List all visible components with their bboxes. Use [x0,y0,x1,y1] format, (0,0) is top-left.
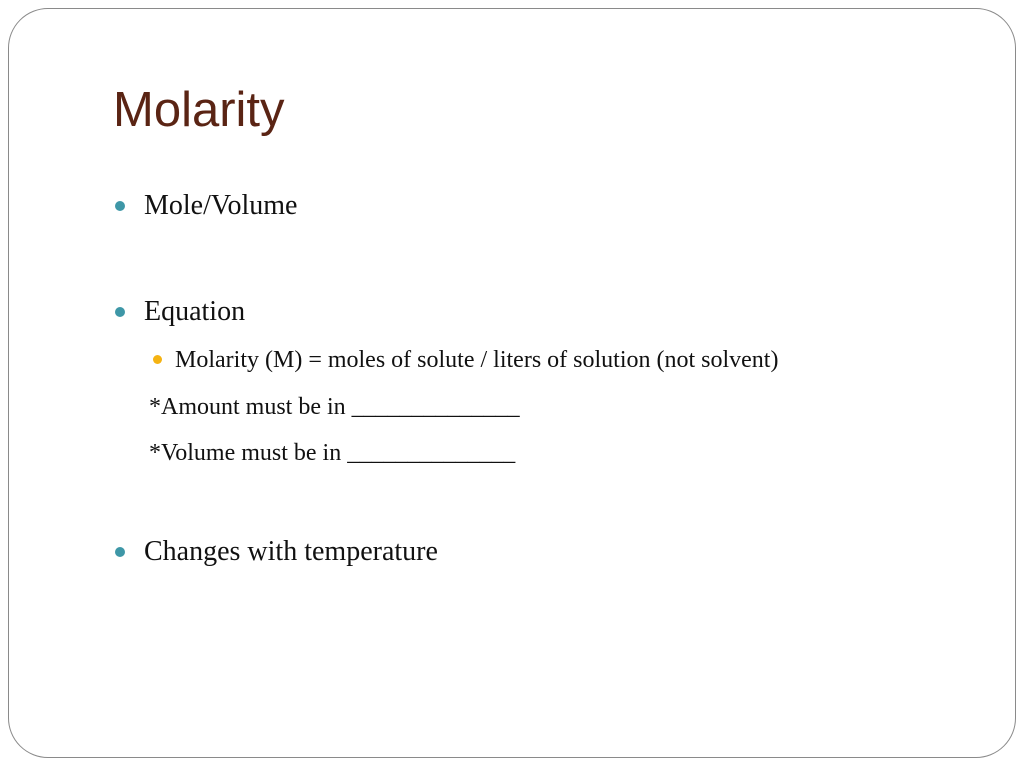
bullet-dot-icon [115,307,125,317]
bullet-dot-icon [115,201,125,211]
bullet-text: Mole/Volume [144,190,298,221]
bullet-dot-icon [115,547,125,557]
bullet-text: Changes with temperature [144,536,438,567]
sub-bullet-text: Molarity (M) = moles of solute / liters of solution (not solvent) [175,347,779,373]
note-amount-units: *Amount must be in ______________ [149,394,520,420]
bullet-text: Equation [144,296,246,327]
sub-bullet-dot-icon [153,355,162,364]
slide-title: Molarity [113,83,285,137]
note-volume-units: *Volume must be in ______________ [149,440,516,466]
